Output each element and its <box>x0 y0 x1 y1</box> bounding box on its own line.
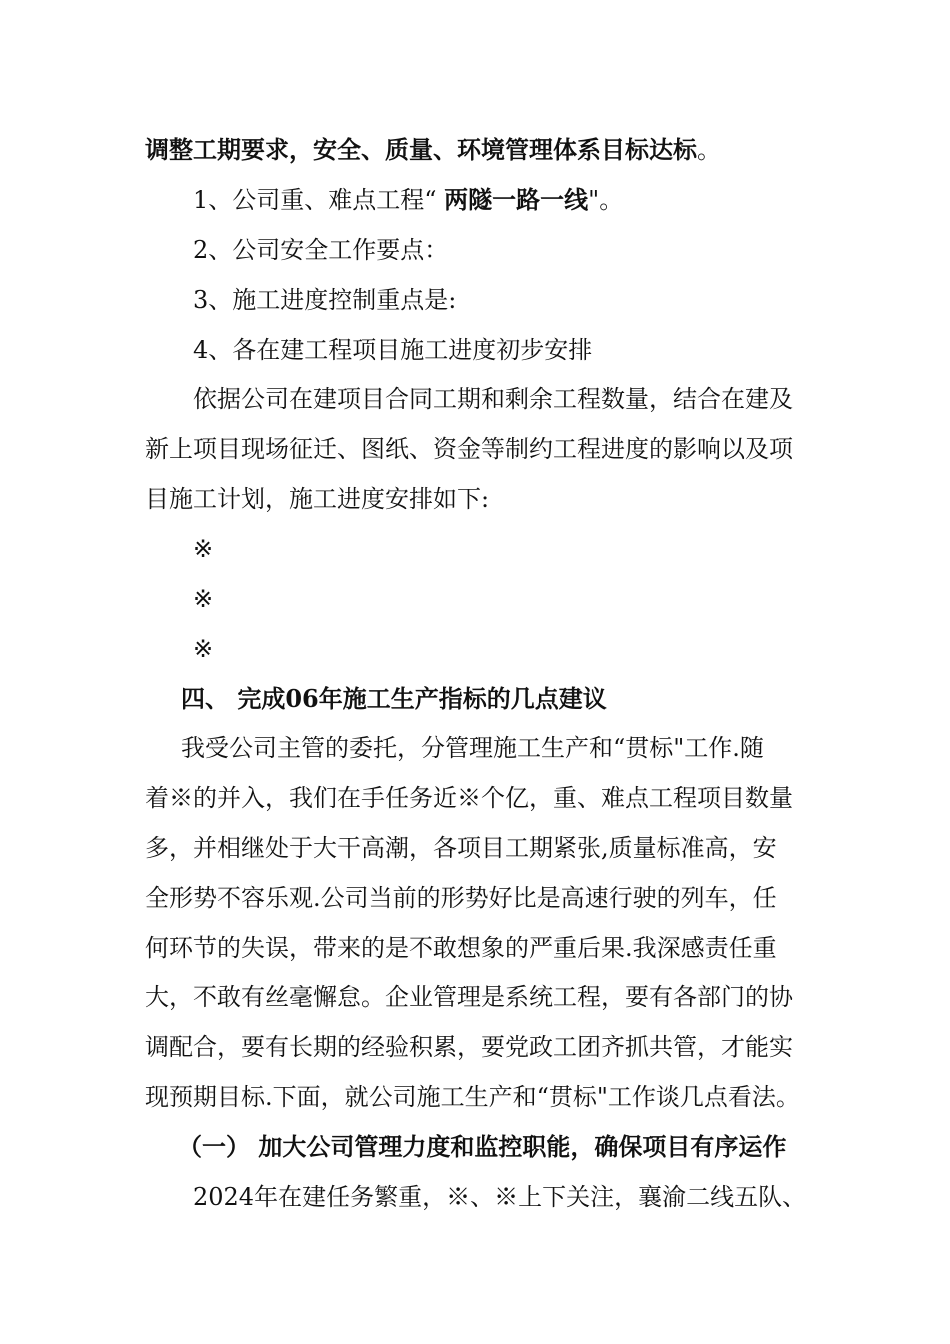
placeholder-mark: ※ <box>193 535 214 563</box>
paragraph-line: 现预期目标.下面，就公司施工生产和“贯标"工作谈几点看法。 <box>145 1083 800 1111</box>
paragraph-line: 多，并相继处于大干高潮，各项目工期紧张,质量标准高，安 <box>145 834 777 862</box>
bold-text: 两隧一路一线 <box>444 185 589 214</box>
text: 。 <box>697 136 721 164</box>
list-item-2: 2、公司安全工作要点： <box>193 236 449 264</box>
list-item-4: 4、各在建工程项目施工进度初步安排 <box>193 336 593 364</box>
paragraph-line: 调配合，要有长期的经验积累，要党政工团齐抓共管，才能实 <box>145 1033 793 1061</box>
section-heading: 四、 完成06年施工生产指标的几点建议 <box>181 684 607 713</box>
paragraph-line: 大，不敢有丝毫懈怠。企业管理是系统工程，要有各部门的协 <box>145 983 793 1011</box>
paragraph-line: 全形势不容乐观.公司当前的形势好比是高速行驶的列车，任 <box>145 884 777 912</box>
subsection-heading: （一） 加大公司管理力度和监控职能，确保项目有序运作 <box>178 1132 787 1161</box>
text-line <box>145 135 845 165</box>
text: "。 <box>588 186 624 214</box>
bold-text: 调整工期要求，安全、质量、环境管理体系目标达标 <box>145 135 697 164</box>
paragraph-line: 依据公司在建项目合同工期和剩余工程数量，结合在建及 <box>193 385 793 413</box>
list-item-3: 3、施工进度控制重点是: <box>193 286 457 314</box>
paragraph-line: 2024年在建任务繁重，※、※上下关注，襄渝二线五队、 <box>193 1183 807 1211</box>
paragraph-line: 着※的并入，我们在手任务近※个亿，重、难点工程项目数量 <box>145 784 793 812</box>
paragraph-line: 何环节的失误，带来的是不敢想象的严重后果.我深感责任重 <box>145 934 777 962</box>
paragraph-line: 新上项目现场征迁、图纸、资金等制约工程进度的影响以及项 <box>145 435 793 463</box>
placeholder-mark: ※ <box>193 635 214 663</box>
placeholder-mark: ※ <box>193 585 214 613</box>
paragraph-line: 我受公司主管的委托，分管理施工生产和“贯标"工作.随 <box>181 734 764 762</box>
list-item-1 <box>193 185 893 215</box>
text: 1、公司重、难点工程“ <box>193 186 445 214</box>
paragraph-line: 目施工计划，施工进度安排如下: <box>145 485 490 513</box>
